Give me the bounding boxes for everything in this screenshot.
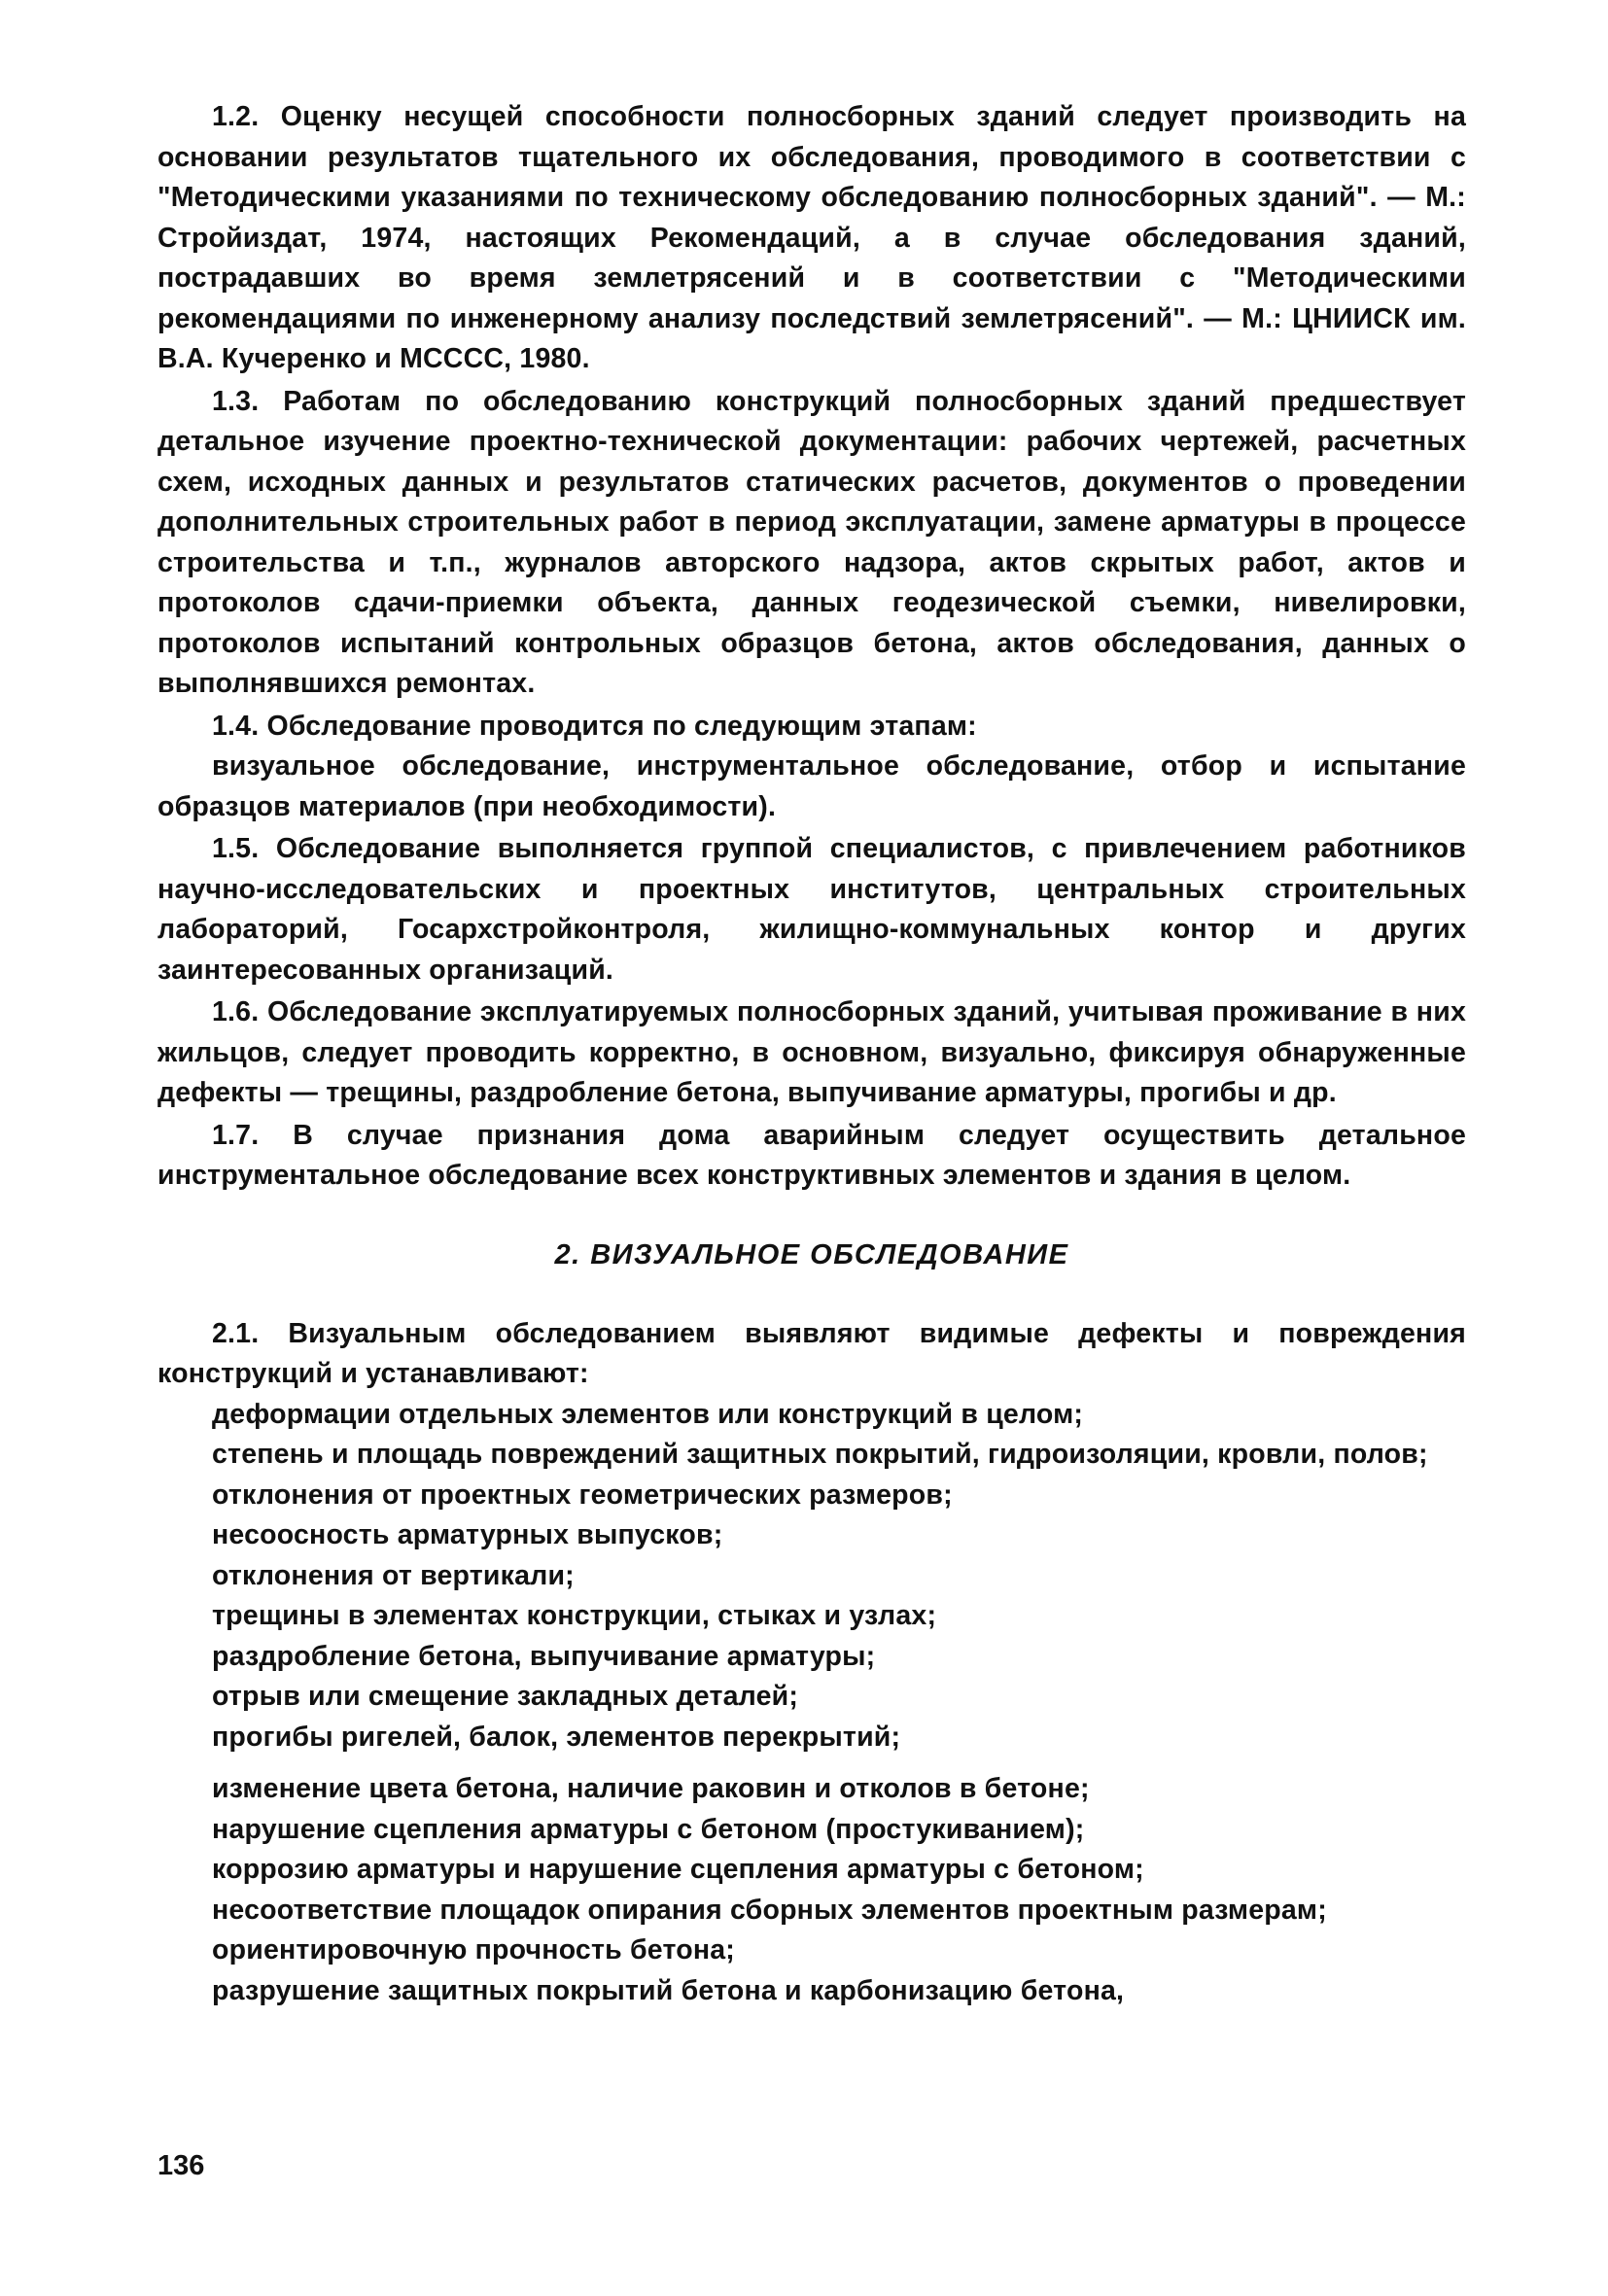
clause-number: 2.1. xyxy=(212,1317,260,1349)
list-item: трещины в элементах конструкции, стыках и узлах; xyxy=(212,1600,937,1631)
paragraph-2-1 xyxy=(157,1314,1466,1395)
clause-text: Оценку несущей способности полносборных зданий следует производить на основании результатов тщательного их обследования, проводимого в соответствии с "Методическими указаниями по техническому обследованию полносборных зданий". — М.: Стройиздат, 1974, настоящих Рекомендаций, а в случае обследования зданий, пострадавших во время землетрясений и в соответствии с "Методическими рекомендациями по инженерному анализу последствий землетрясений". — М.: ЦНИИСК им. В.А. Кучеренко и МСССС, 1980. xyxy=(157,101,1466,374)
list-item: отклонения от вертикали; xyxy=(212,1559,575,1591)
list-item: коррозию арматуры и нарушение сцепления арматуры с бетоном; xyxy=(212,1854,1144,1885)
page-number: 136 xyxy=(157,2150,205,2181)
document-body xyxy=(157,97,1466,2011)
clause-text: Обследование выполняется группой специалистов, с привлечением работников научно-исследовательских и проектных институтов, центральных строительных лабораторий, Госархстройконтроля, жилищно-коммунальных контор и других заинтересованных организаций. xyxy=(157,833,1466,986)
clause-text: В случае признания дома аварийным следует осуществить детальное инструментальное обследование всех конструктивных элементов и здания в целом. xyxy=(157,1119,1466,1191)
paragraph-1-4 xyxy=(157,707,1466,748)
list-item: раздробление бетона, выпучивание арматуры; xyxy=(212,1640,876,1672)
paragraph-1-7 xyxy=(157,1116,1466,1197)
clause-text: Обследование эксплуатируемых полносборных зданий, учитывая проживание в них жильцов, следует проводить корректно, в основном, визуально, фиксируя обнаруженные дефекты — трещины, раздробление бетона, выпучивание арматуры, прогибы и др. xyxy=(157,996,1466,1108)
clause-text: Визуальным обследованием выявляют видимые дефекты и повреждения конструкций и устанавливают: xyxy=(157,1317,1466,1389)
paragraph-1-2 xyxy=(157,97,1466,380)
clause-number: 1.5. xyxy=(212,833,260,864)
clause-text: Работам по обследованию конструкций полносборных зданий предшествует детальное изучение проектно-технической документации: рабочих чертежей, расчетных схем, исходных данных и результатов статических расчетов, документов о проведении дополнительных строительных работ в период эксплуатации, замене арматуры в процессе строительства и т.п., журналов авторского надзора, актов скрытых работ, актов и протоколов сдачи-приемки объекта, данных геодезической съемки, нивелировки, протоколов испытаний контрольных образцов бетона, актов обследования, данных о выполнявшихся ремонтах. xyxy=(157,385,1466,699)
list-item: несоосность арматурных выпусков; xyxy=(212,1519,723,1550)
list-item: прогибы ригелей, балок, элементов перекрытий; xyxy=(212,1721,901,1753)
list-item: отрыв или смещение закладных деталей; xyxy=(212,1681,799,1712)
list-item: степень и площадь повреждений защитных покрытий, гидроизоляции, кровли, полов; xyxy=(212,1439,1428,1470)
list-item: нарушение сцепления арматуры с бетоном (простукиванием); xyxy=(212,1813,1085,1845)
clause-text: Обследование проводится по следующим этапам: xyxy=(259,710,977,742)
paragraph-1-5 xyxy=(157,829,1466,991)
clause-number: 1.2. xyxy=(212,101,260,132)
list-item: изменение цвета бетона, наличие раковин и отколов в бетоне; xyxy=(212,1773,1090,1804)
paragraph-1-3 xyxy=(157,382,1466,705)
clause-text: визуальное обследование, инструментальное обследование, отбор и испытание образцов материалов (при необходимости). xyxy=(157,750,1466,822)
list-item: отклонения от проектных геометрических размеров; xyxy=(212,1478,953,1511)
clause-number: 1.4. xyxy=(212,710,260,742)
section-heading: 2. ВИЗУАЛЬНОЕ ОБСЛЕДОВАНИЕ xyxy=(554,1238,1069,1270)
clause-number: 1.7. xyxy=(212,1119,260,1151)
list-item: разрушение защитных покрытий бетона и карбонизацию бетона, xyxy=(212,1974,1125,2006)
clause-number: 1.6. xyxy=(212,996,260,1027)
list-item: ориентировочную прочность бетона; xyxy=(212,1934,735,1966)
paragraph-1-4-stages xyxy=(157,747,1466,827)
list-item: деформации отдельных элементов или конструкций в целом; xyxy=(212,1398,1084,1430)
clause-number: 1.3. xyxy=(212,385,260,417)
paragraph-1-6 xyxy=(157,992,1466,1114)
list-spacer xyxy=(157,1757,1466,1769)
list-item: несоответствие площадок опирания сборных элементов проектным размерам; xyxy=(212,1894,1327,1926)
